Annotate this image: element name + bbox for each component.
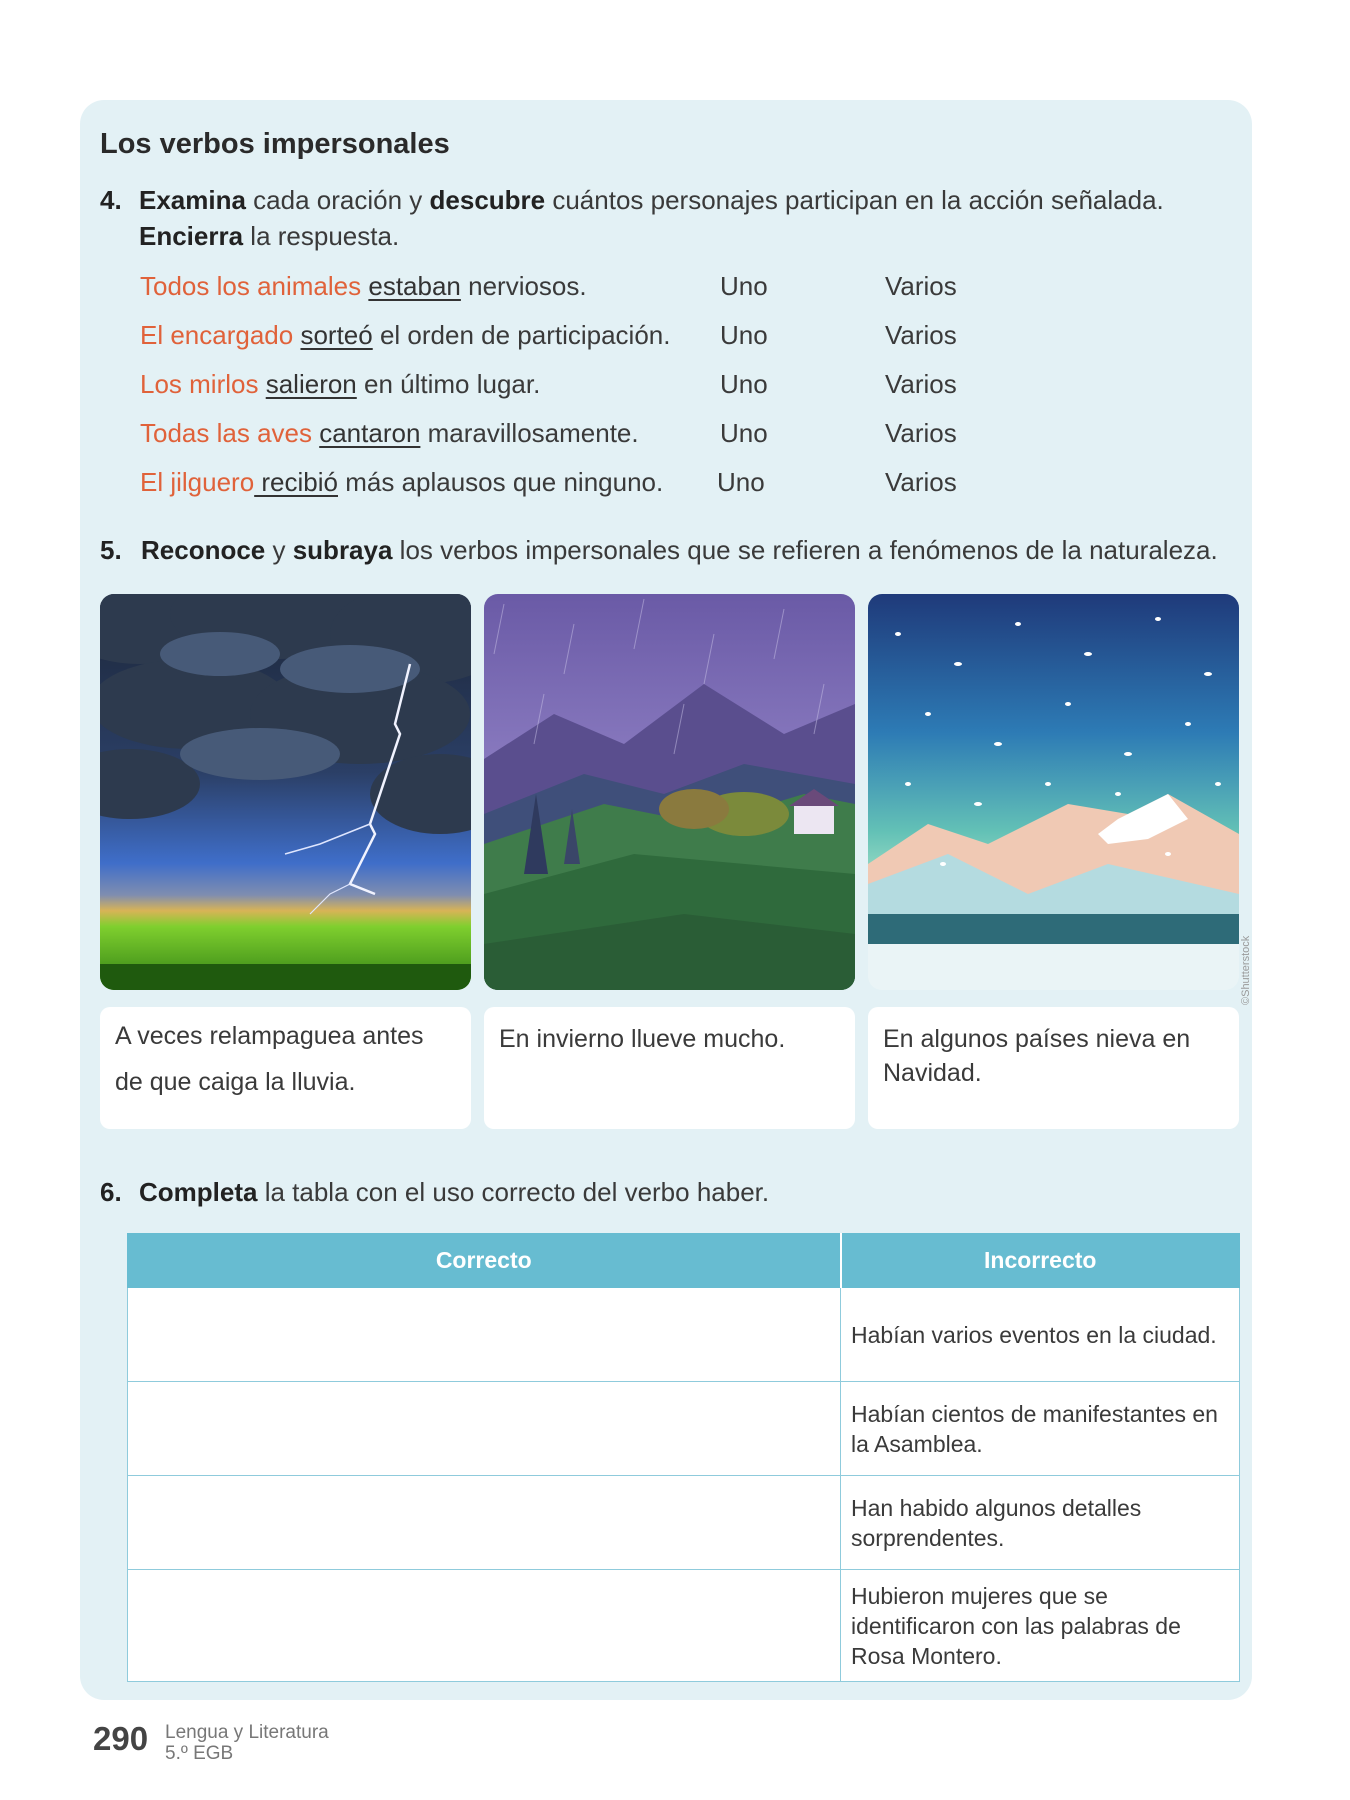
sentence-rest: maravillosamente. — [420, 418, 639, 448]
instruction-text: la tabla con el uso correcto del verbo haber. — [257, 1177, 770, 1207]
caption-lightning[interactable]: A veces relampaguea antes de que caiga la lluvia. — [100, 1007, 471, 1129]
haber-table — [127, 1233, 1240, 1682]
header-correcto: Correcto — [128, 1234, 841, 1288]
option-varios[interactable]: Varios — [885, 320, 957, 350]
option-varios[interactable]: Varios — [885, 467, 957, 497]
option-varios[interactable]: Varios — [885, 271, 957, 301]
subject-name: Lengua y Literatura — [165, 1722, 329, 1743]
sentence-subject: El jilguero — [140, 467, 255, 497]
sentence-rest: el orden de participación. — [372, 320, 671, 350]
rain-valley-image — [484, 594, 855, 990]
incorrect-cell: Hubieron mujeres que se identificaron con las palabras de Rosa Montero. — [841, 1570, 1240, 1682]
sentence-subject: Todas las aves — [140, 418, 312, 448]
sentence-space — [258, 369, 265, 399]
correct-answer-cell[interactable] — [128, 1288, 841, 1382]
instruction-text: cuántos personajes participan en la acción señalada. — [545, 185, 1164, 215]
question-number: 6. — [100, 1177, 122, 1207]
option-varios[interactable]: Varios — [885, 369, 957, 399]
sentence-row — [140, 464, 1040, 513]
option-uno[interactable]: Uno — [720, 320, 768, 350]
instruction-bold: Examina — [139, 185, 246, 215]
question-number: 5. — [100, 535, 122, 565]
incorrect-cell: Han habido algunos detalles sorprendentes. — [841, 1476, 1240, 1570]
table-row — [128, 1570, 1240, 1682]
sentence-verb: cantaron — [319, 418, 421, 448]
instruction-bold: Encierra — [139, 221, 244, 251]
sentence-list — [140, 268, 1040, 513]
instruction-bold: Reconoce — [141, 535, 266, 565]
snow-mountain-image — [868, 594, 1239, 990]
question-4-instruction — [100, 182, 1200, 254]
option-uno[interactable]: Uno — [720, 271, 768, 301]
incorrect-cell: Habían cientos de manifestantes en la Asamblea. — [841, 1382, 1240, 1476]
correct-answer-cell[interactable] — [128, 1382, 841, 1476]
question-6-instruction — [100, 1174, 1200, 1210]
question-5-instruction — [100, 532, 1260, 568]
sentence-subject: Todos los animales — [140, 271, 362, 301]
instruction-text: cada oración y — [245, 185, 430, 215]
sentence-verb: estaban — [368, 271, 461, 301]
sentence-rest: nerviosos. — [460, 271, 587, 301]
caption-snow[interactable]: En algunos países nieva en Navidad. — [868, 1007, 1239, 1129]
sentence-subject: El encargado — [140, 320, 294, 350]
image-credit: ©Shutterstock — [1240, 935, 1252, 1005]
instruction-bold: Completa — [139, 1177, 258, 1207]
page-number: 290 — [93, 1720, 149, 1757]
book-info — [165, 1722, 329, 1764]
sentence-row — [140, 317, 1040, 366]
option-uno[interactable]: Uno — [720, 369, 768, 399]
incorrect-cell: Habían varios eventos en la ciudad. — [841, 1288, 1240, 1382]
sentence-row — [140, 268, 1040, 317]
sentence-verb: recibió — [254, 467, 338, 497]
sentence-verb: salieron — [265, 369, 357, 399]
correct-answer-cell[interactable] — [128, 1476, 841, 1570]
question-number: 4. — [100, 185, 122, 215]
option-uno[interactable]: Uno — [720, 418, 768, 448]
sentence-row — [140, 366, 1040, 415]
sentence-subject: Los mirlos — [140, 369, 259, 399]
option-varios[interactable]: Varios — [885, 418, 957, 448]
instruction-text: y — [265, 535, 293, 565]
sentence-rest: en último lugar. — [356, 369, 541, 399]
table-row — [128, 1476, 1240, 1570]
grade-level: 5.º EGB — [165, 1743, 234, 1764]
caption-rain[interactable]: En invierno llueve mucho. — [484, 1007, 855, 1129]
instruction-bold: descubre — [429, 185, 546, 215]
section-title: Los verbos impersonales — [100, 128, 450, 160]
instruction-bold: subraya — [292, 535, 393, 565]
storm-lightning-image — [100, 594, 471, 990]
header-incorrecto: Incorrecto — [841, 1234, 1240, 1288]
option-uno[interactable]: Uno — [717, 467, 765, 497]
sentence-row — [140, 415, 1040, 464]
sentence-verb: sorteó — [300, 320, 373, 350]
correct-answer-cell[interactable] — [128, 1570, 841, 1682]
table-row — [128, 1288, 1240, 1382]
instruction-text: la respuesta. — [243, 221, 400, 251]
sentence-rest: más aplausos que ninguno. — [338, 467, 664, 497]
table-row — [128, 1382, 1240, 1476]
instruction-text: los verbos impersonales que se refieren a fenómenos de la naturaleza. — [392, 535, 1218, 565]
